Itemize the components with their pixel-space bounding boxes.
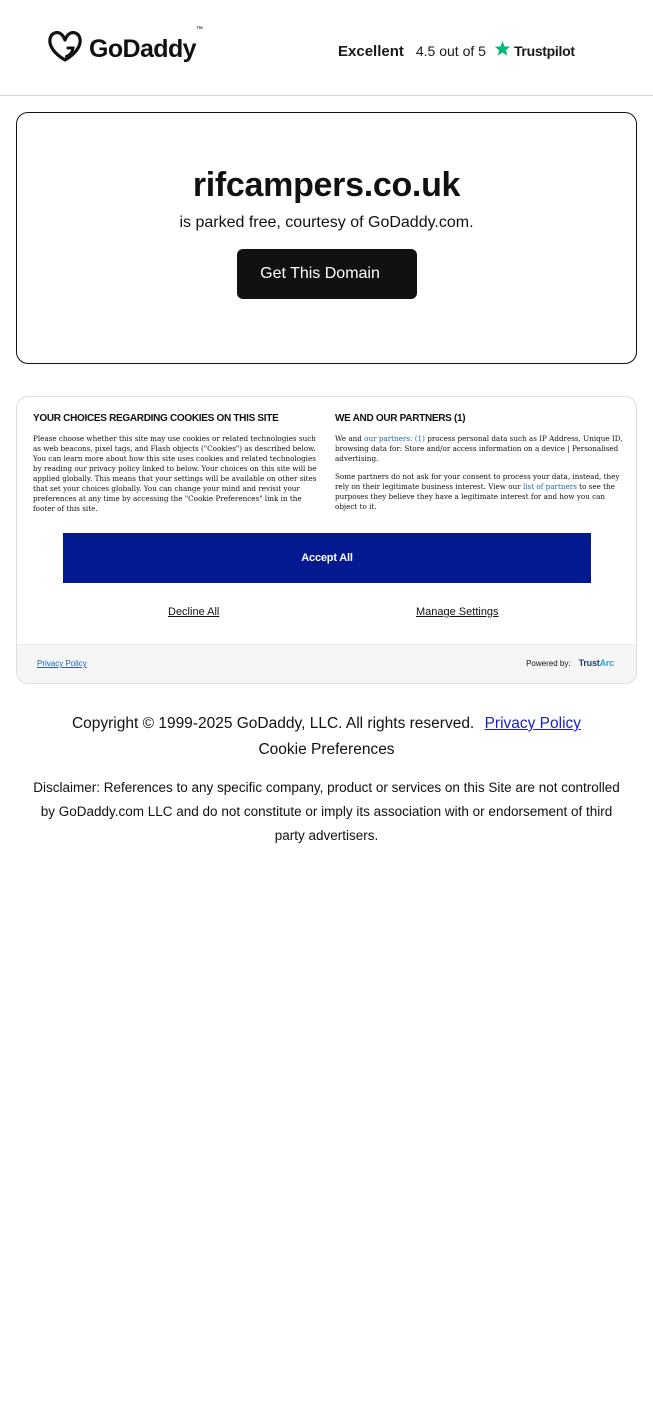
cookie-consent-panel xyxy=(16,396,637,684)
rating-score: 4.5 out of 5 xyxy=(415,43,486,59)
trustpilot-logo xyxy=(494,40,575,62)
partners-text-1: We and our partners: (1) process personal data such as IP Address, Unique ID, browsing data for: Store and/or access information on a device | Personalised advertising. xyxy=(335,434,623,463)
domain-name: rifcampers.co.uk xyxy=(192,166,461,204)
manage-settings-button[interactable]: Manage Settings xyxy=(416,606,499,618)
powered-by-label: Powered by: xyxy=(526,658,571,668)
copyright-text: Copyright © 1999-2025 GoDaddy, LLC. All rights reserved. xyxy=(71,715,475,732)
godaddy-logo[interactable] xyxy=(47,26,203,68)
cookie-preferences-link[interactable]: Cookie Preferences xyxy=(258,741,395,758)
partners-section xyxy=(335,413,623,512)
cookie-choices-heading: YOUR CHOICES REGARDING COOKIES ON THIS SITE xyxy=(33,413,279,424)
domain-card xyxy=(16,112,637,364)
cookie-privacy-policy-link[interactable]: Privacy Policy xyxy=(37,659,87,668)
trustpilot-star-icon xyxy=(494,40,511,62)
cookie-choices-text: Please choose whether this site may use cookies or related technologies such as web beacons, pixel tags, and Flash objects ("Cookies") as described below. You can learn more about how this site uses cookies and related technologies by reading our privacy policy linked to below. Your choices on this site will be applied globally. This means that your settings will be available on other sites that set your choices globally. You can change your mind and revisit your preferences at any time by accessing the "Cookie Preferences" link in the footer of this site. xyxy=(33,434,317,513)
footer-privacy-policy-link[interactable]: Privacy Policy xyxy=(484,715,582,732)
trustarc-logo[interactable]: TrustArc xyxy=(578,658,614,668)
copyright-line xyxy=(0,715,653,733)
our-partners-link[interactable]: our partners: (1) xyxy=(364,434,425,443)
cookie-panel-footer xyxy=(17,644,636,684)
disclaimer-text: Disclaimer: References to any specific company, product or services on this Site are not controlled by GoDaddy.com LLC and do not constitute or imply its association with or endorsement of third party advertisers. xyxy=(33,780,620,843)
list-of-partners-link[interactable]: list of partners xyxy=(522,482,577,491)
cookie-choices-section xyxy=(33,413,319,514)
partners-heading: WE AND OUR PARTNERS (1) xyxy=(335,413,466,424)
get-this-domain-button[interactable]: Get This Domain xyxy=(237,249,417,299)
accept-all-button[interactable]: Accept All xyxy=(63,533,591,583)
rating-word: Excellent xyxy=(338,42,404,60)
partners-text-2: Some partners do not ask for your consent to process your data, instead, they rely on their legitimate business interest. View our list of partners to see the purposes they believe they have a legitimate interest for and how you can object to it. xyxy=(335,472,620,511)
trustpilot-rating[interactable] xyxy=(338,40,575,62)
cookie-preferences-line xyxy=(0,741,653,759)
godaddy-logo-icon xyxy=(47,31,83,68)
powered-by xyxy=(526,658,614,668)
site-header xyxy=(0,0,653,96)
domain-subtitle: is parked free, courtesy of GoDaddy.com. xyxy=(179,214,474,231)
decline-all-button[interactable]: Decline All xyxy=(168,606,220,618)
trustpilot-label: Trustpilot xyxy=(513,43,575,59)
godaddy-wordmark: GoDaddy™ xyxy=(89,26,203,63)
